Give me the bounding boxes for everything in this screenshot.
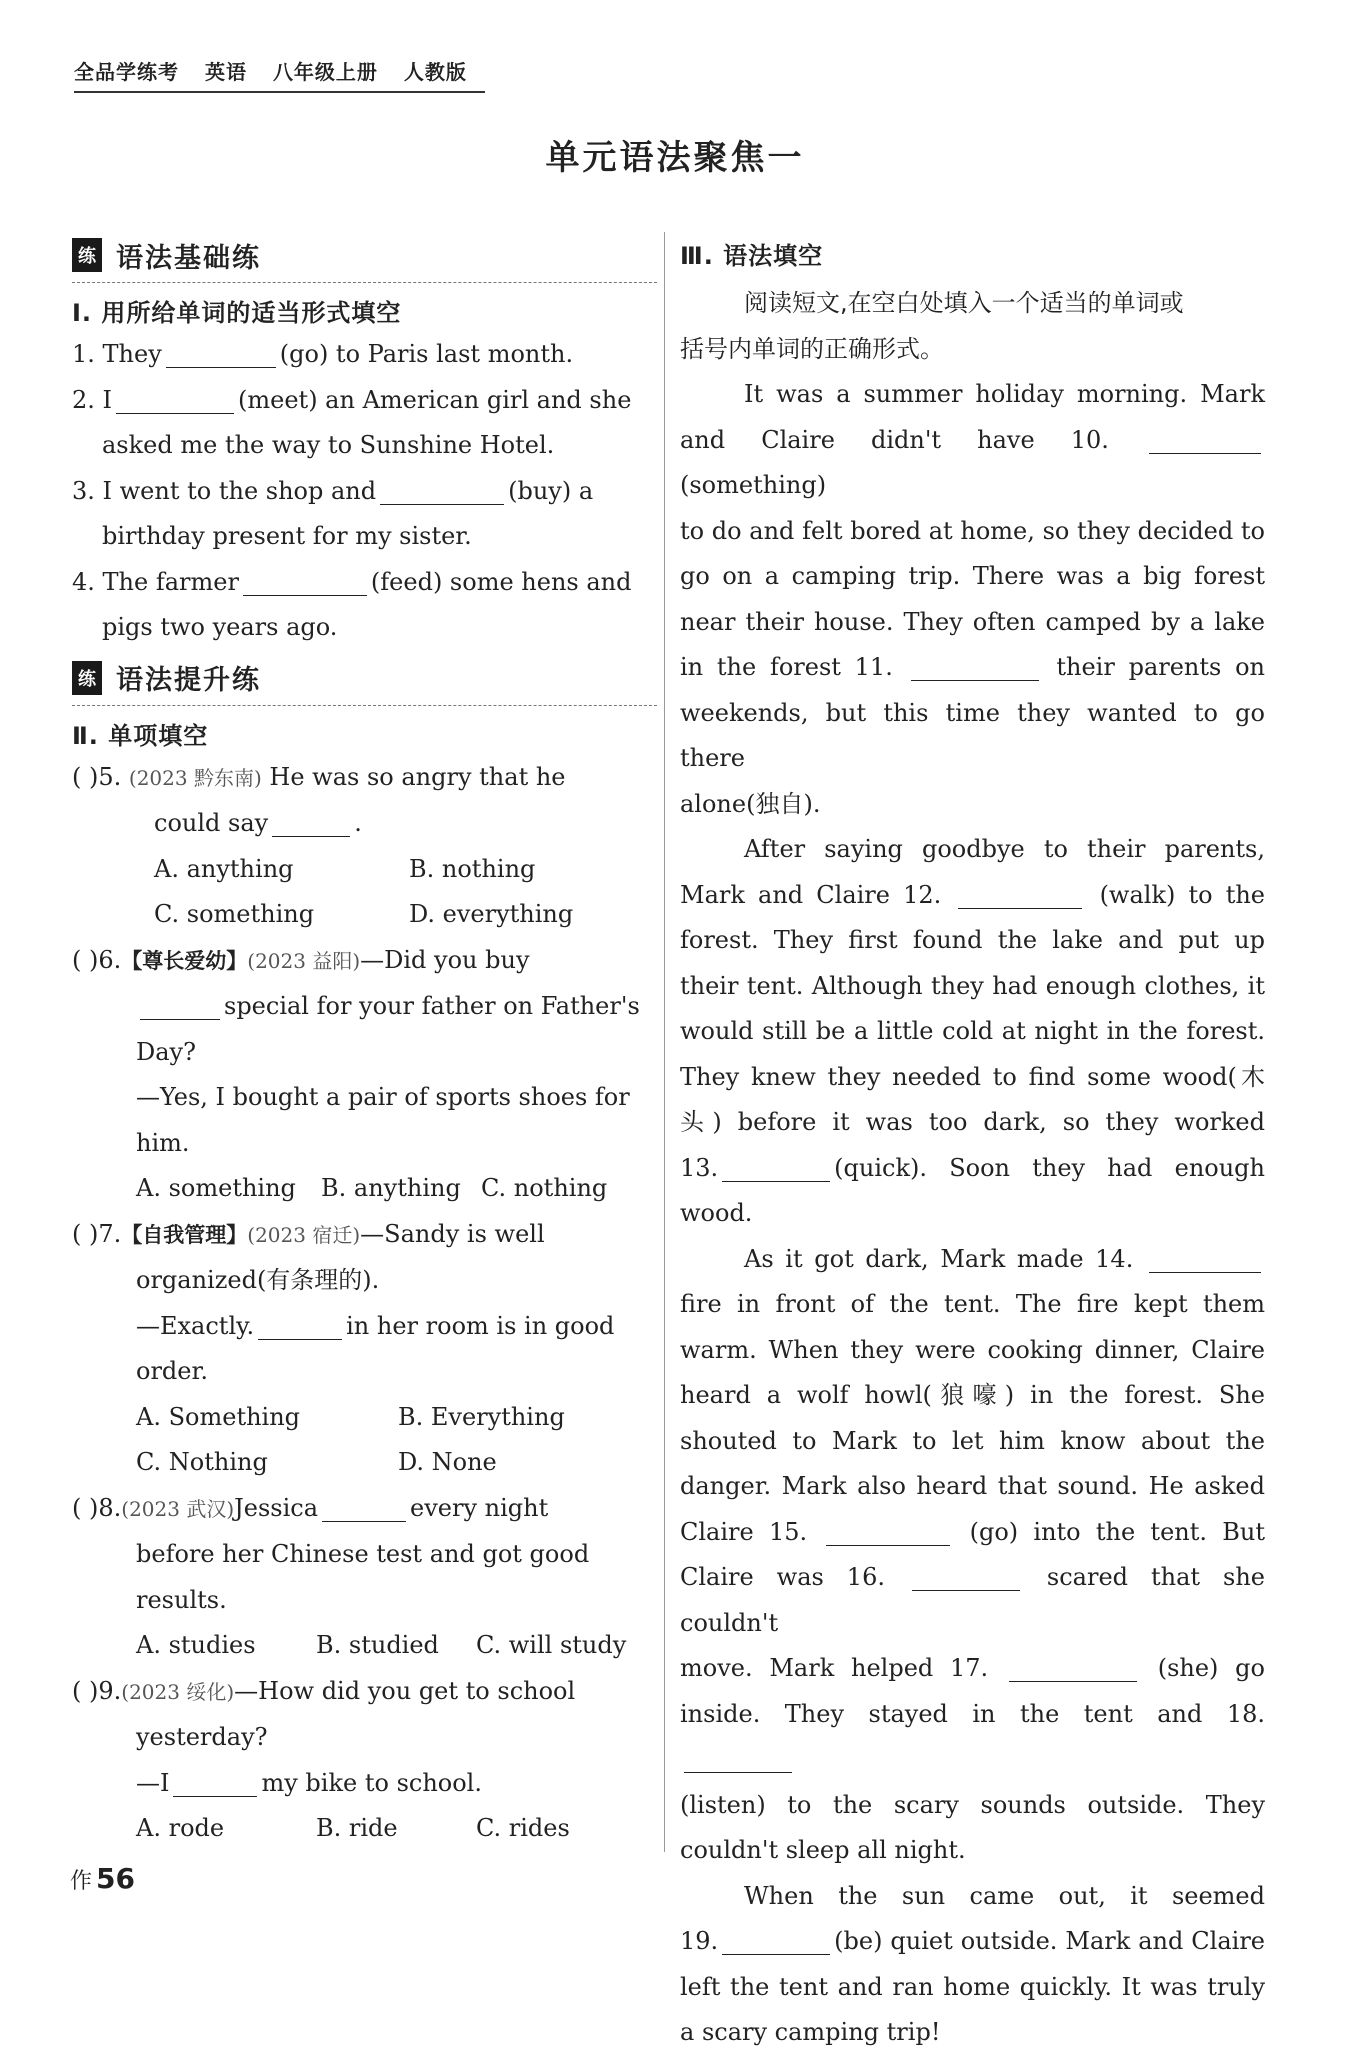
passage-line: After saying goodbye to their parents, [744, 835, 1265, 863]
answer-blank-15[interactable] [826, 1517, 950, 1546]
question-3 [72, 469, 657, 515]
q7-option-c[interactable]: C. Nothing [136, 1448, 268, 1476]
passage-line: warm. When they were cooking dinner, Claire [680, 1335, 1265, 1364]
question-9-cont: yesterday? [136, 1723, 268, 1751]
answer-blank[interactable] [258, 1311, 342, 1340]
q8-option-c[interactable]: C. will study [476, 1631, 627, 1659]
q7-options-row1 [72, 1395, 657, 1441]
q6-number: ( )6. [72, 945, 122, 974]
passage-text: inside. They stayed in the tent and 18. [680, 1699, 1265, 1728]
passage-line [680, 1692, 1265, 1783]
q2-text-b: (meet) an American girl and she [238, 385, 632, 414]
passage-line: They knew they needed to find some wood(木 [680, 1062, 1265, 1091]
passage-line: forest. They first found the lake and put up [680, 926, 1265, 954]
q5-text-b: could say [154, 809, 269, 837]
q7-number: ( )7. [72, 1219, 122, 1248]
answer-blank[interactable] [140, 991, 220, 1020]
passage-line [680, 873, 1265, 919]
book-header [74, 56, 485, 93]
passage-text: Claire 15. [680, 1517, 808, 1546]
passage-line [680, 418, 1265, 509]
q6-source: (2023 益阳) [247, 948, 361, 973]
passage-line: to do and felt bored at home, so they decided to [680, 516, 1265, 545]
q6-option-c[interactable]: C. nothing [481, 1174, 608, 1202]
q7-tag: 【自我管理】 [121, 1222, 248, 1247]
passage-text: (something) [680, 471, 827, 499]
question-8 [72, 1486, 657, 1533]
question-7-reply [72, 1304, 657, 1350]
edition: 人教版 [403, 60, 467, 84]
q8-text-b: every night [410, 1493, 549, 1522]
subject: 英语 [204, 60, 247, 84]
q5-options-row1 [72, 847, 657, 893]
passage-line: danger. Mark also heard that sound. He asked [680, 1472, 1265, 1500]
q8-source: (2023 武汉) [121, 1496, 235, 1521]
question-1 [72, 332, 657, 378]
book-icon: 练 [72, 661, 102, 695]
section-advanced-title: 语法提升练 [116, 665, 261, 696]
q5-source: (2023 黔东南) [128, 765, 262, 790]
passage-text: 13. [680, 1153, 719, 1182]
answer-blank[interactable] [243, 567, 367, 596]
question-8-cont: before her Chinese test and got good [136, 1540, 590, 1568]
question-9 [72, 1669, 657, 1716]
q5-text-c: . [354, 809, 362, 837]
passage-text: As it got dark, Mark made 14. [744, 1244, 1134, 1273]
q7-text-d: in her room is in good [346, 1311, 615, 1340]
q7-option-a[interactable]: A. Something [136, 1402, 301, 1431]
q5-text-a: He was so angry that he [269, 762, 566, 791]
question-2-cont: asked me the way to Sunshine Hotel. [102, 431, 555, 459]
q9-option-b[interactable]: B. ride [316, 1814, 398, 1842]
question-6 [72, 938, 657, 985]
q4-text-a: 4. The farmer [72, 567, 239, 596]
passage-line: fire in front of the tent. The fire kept them [680, 1290, 1265, 1318]
answer-blank-11[interactable] [911, 652, 1039, 681]
q9-source: (2023 绥化) [121, 1679, 235, 1704]
q8-text-a: Jessica [234, 1493, 319, 1522]
question-6-reply: —Yes, I bought a pair of sports shoes for [136, 1083, 630, 1111]
passage-text: their parents on [1056, 653, 1266, 681]
question-2 [72, 378, 657, 424]
question-5 [72, 755, 657, 802]
question-9-reply [72, 1761, 657, 1807]
answer-blank-16[interactable] [912, 1562, 1020, 1591]
question-6-cont2: Day? [136, 1037, 196, 1066]
question-7 [72, 1212, 657, 1259]
page-number [70, 1862, 135, 1895]
q4-text-b: (feed) some hens and [370, 567, 632, 596]
answer-blank[interactable] [322, 1493, 406, 1522]
column-divider [664, 232, 665, 1852]
page-title: 单元语法聚焦一 [545, 138, 805, 178]
passage-text: (walk) to the [1099, 880, 1266, 909]
q5-options-row2 [72, 892, 657, 938]
passage-line: When the sun came out, it seemed [744, 1881, 1265, 1910]
passage-text: in the forest 11. [680, 653, 893, 681]
q5-option-a[interactable]: A. anything [154, 854, 294, 883]
passage-text: move. Mark helped 17. [680, 1654, 989, 1682]
q6-option-a[interactable]: A. something [136, 1174, 296, 1202]
passage-text: scared that she couldn't [680, 1563, 1265, 1637]
q9-text-d: my bike to school. [261, 1768, 482, 1797]
section-basic-title: 语法基础练 [116, 242, 261, 274]
passage-line: would still be a little cold at night in the forest. [680, 1017, 1265, 1045]
instruction-line-1: 阅读短文,在空白处填入一个适当的单词或 [744, 289, 1184, 317]
passage-text: 19. [680, 1927, 719, 1955]
passage-line: a scary camping trip! [680, 2018, 941, 2046]
q7-option-b[interactable]: B. Everything [398, 1402, 565, 1431]
q2-text-a: 2. I [72, 385, 113, 414]
book-icon: 练 [72, 238, 102, 272]
q1-text-a: 1. They [72, 340, 162, 368]
q8-options [72, 1623, 657, 1669]
part1-title: Ⅰ. 用所给单词的适当形式填空 [72, 299, 402, 327]
page-number-value: 56 [96, 1862, 135, 1895]
passage-line [680, 1237, 1265, 1283]
q6-option-b[interactable]: B. anything [321, 1174, 461, 1202]
q7-option-d[interactable]: D. None [398, 1448, 497, 1476]
question-4 [72, 560, 657, 606]
answer-blank-13[interactable] [722, 1153, 830, 1182]
question-6-cont [72, 984, 657, 1030]
answer-blank-19[interactable] [722, 1926, 830, 1955]
question-3-cont: birthday present for my sister. [102, 522, 472, 550]
left-column [72, 228, 657, 1852]
q7-text-a: —Sandy is well [360, 1219, 545, 1248]
answer-blank-17[interactable] [1009, 1653, 1137, 1682]
answer-blank-18[interactable] [684, 1744, 792, 1773]
passage-text: Mark and Claire 12. [680, 880, 942, 909]
answer-blank[interactable] [116, 385, 234, 414]
question-6-reply-cont: him. [136, 1128, 190, 1157]
passage-line: weekends, but this time they wanted to go there [680, 698, 1265, 772]
part2-title: Ⅱ. 单项填空 [72, 721, 209, 750]
answer-blank-10[interactable] [1149, 425, 1261, 454]
passage-text: (she) go [1157, 1654, 1265, 1682]
q6-text-b: special for your father on Father's [224, 992, 640, 1020]
passage-line: heard a wolf howl(狼嚎) in the forest. She [680, 1381, 1265, 1409]
q9-options [72, 1806, 657, 1852]
passage-text: (be) quiet outside. Mark and Claire [834, 1927, 1265, 1955]
passage-line: left the tent and ran home quickly. It was truly [680, 1972, 1265, 2001]
passage-text: and Claire didn't have 10. [680, 425, 1109, 454]
question-4-cont: pigs two years ago. [102, 613, 338, 641]
q6-options [72, 1166, 657, 1212]
answer-blank[interactable] [272, 808, 350, 837]
q6-text-a: —Did you buy [360, 945, 530, 974]
answer-blank[interactable] [380, 476, 504, 505]
instruction-line-2: 括号内单词的正确形式。 [680, 334, 944, 363]
q5-number: ( )5. [72, 762, 122, 791]
q8-option-a[interactable]: A. studies [136, 1631, 256, 1659]
q9-option-c[interactable]: C. rides [476, 1814, 570, 1842]
question-8-cont2: results. [136, 1585, 227, 1614]
question-7-reply-cont: order. [136, 1357, 208, 1385]
q9-option-a[interactable]: A. rode [136, 1814, 225, 1842]
passage-line: their tent. Although they had enough clothes, it [680, 971, 1265, 1000]
q5-option-b[interactable]: B. nothing [409, 854, 536, 883]
section-basic-header [72, 228, 657, 283]
q7-options-row2 [72, 1440, 657, 1486]
section-advanced-header [72, 651, 657, 706]
q5-option-d[interactable]: D. everything [409, 900, 574, 928]
passage-line: go on a camping trip. There was a big forest [680, 562, 1265, 590]
passage-line: near their house. They often camped by a lake [680, 607, 1265, 636]
passage-line: 头) before it was too dark, so they worked [680, 1108, 1265, 1136]
answer-blank[interactable] [166, 339, 276, 368]
passage-line [680, 645, 1265, 691]
passage-line [680, 1919, 1265, 1965]
passage-text: Claire was 16. [680, 1563, 885, 1591]
q9-number: ( )9. [72, 1676, 122, 1705]
answer-blank-14[interactable] [1149, 1244, 1261, 1273]
q6-tag: 【尊长爱幼】 [121, 948, 248, 973]
passage-line [680, 1555, 1265, 1646]
right-column [680, 228, 1265, 2056]
q8-number: ( )8. [72, 1493, 122, 1522]
q1-text-b: (go) to Paris last month. [279, 340, 574, 368]
q3-text-b: (buy) a [508, 476, 594, 505]
part3-title: Ⅲ. 语法填空 [680, 242, 824, 270]
grade: 八年级上册 [272, 60, 378, 84]
q9-text-c: —I [136, 1768, 170, 1797]
q8-option-b[interactable]: B. studied [316, 1631, 439, 1659]
passage-text: (go) into the tent. But [969, 1517, 1265, 1546]
question-7-cont: organized(有条理的). [136, 1266, 380, 1294]
passage-text: (quick). Soon they had enough wood. [680, 1153, 1265, 1227]
page-prefix: 作 [70, 1869, 93, 1894]
passage-line: couldn't sleep all night. [680, 1836, 966, 1864]
passage-line [680, 1146, 1265, 1237]
passage-line: shouted to Mark to let him know about the [680, 1426, 1265, 1455]
answer-blank[interactable] [173, 1768, 257, 1797]
passage-line [680, 1646, 1265, 1692]
q5-option-c[interactable]: C. something [154, 900, 315, 928]
passage-line [680, 1510, 1265, 1556]
answer-blank-12[interactable] [958, 880, 1082, 909]
q7-text-c: —Exactly. [136, 1311, 255, 1340]
q9-text-a: —How did you get to school [234, 1676, 576, 1705]
q7-source: (2023 宿迁) [247, 1222, 361, 1247]
question-5-cont [72, 801, 657, 847]
book-name: 全品学练考 [74, 60, 179, 84]
passage-line: alone(独自). [680, 789, 821, 818]
passage-line: (listen) to the scary sounds outside. They [680, 1790, 1265, 1819]
passage-line: It was a summer holiday morning. Mark [744, 380, 1265, 408]
q3-text-a: 3. I went to the shop and [72, 476, 377, 505]
